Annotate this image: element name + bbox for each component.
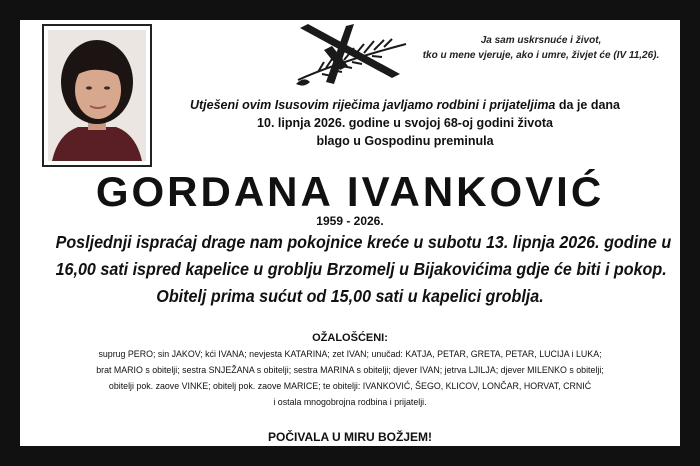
portrait-photo xyxy=(48,30,146,161)
announcement-intro xyxy=(160,96,650,150)
life-years: 1959 - 2026. xyxy=(316,214,384,228)
intro-line-3: blago u Gospodinu preminula xyxy=(316,134,494,148)
deceased-name: GORDANA IVANKOVIĆ xyxy=(95,168,605,215)
intro-line-1-italic: Utješeni ovim Isusovim riječima javljamo rodbini i prijateljima xyxy=(189,98,556,112)
funeral-details xyxy=(55,229,672,310)
quote-line-2: tko u mene vjeruje, ako i umre, živjet će (IV 11,26). xyxy=(422,50,660,61)
funeral-line-3: Obitelj prima sućut od 15,00 sati u kapelici groblja. xyxy=(156,286,544,306)
intro-line-2: 10. lipnja 2026. godine u svojoj 68-oj godini života xyxy=(257,116,553,130)
intro-line-1-rest: da je dana xyxy=(555,98,620,112)
quote-line-1: Ja sam uskrsnuće i život, xyxy=(480,35,602,46)
mourners-line: obitelji pok. zaove VINKE; obitelj pok. zaove MARICE; te obitelji: IVANKOVIĆ, ŠEGO, KLICOV, LONČAR, HORVAT, CRNIĆ xyxy=(108,381,592,392)
mourners-line: brat MARIO s obitelji; sestra SNJEŽANA s obitelji; sestra MARINA s obitelji; djever IVAN; jetrva LJILJA; djever MILENKO s obitelji; xyxy=(96,365,604,376)
portrait-image xyxy=(48,30,146,161)
portrait-photo-frame xyxy=(42,24,152,167)
funeral-line-1: Posljednji ispraćaj drage nam pokojnice kreće u subotu 13. lipnja 2026. godine u xyxy=(55,232,672,252)
mourners-title: OŽALOŠĆENI: xyxy=(312,332,388,344)
closing-blessing: POČIVALA U MIRU BOŽJEM! xyxy=(268,430,432,444)
cross-with-palm-icon xyxy=(288,22,416,88)
bible-quote xyxy=(410,33,672,63)
mourners-line: i ostala mnogobrojna rodbina i prijatelji. xyxy=(273,397,427,408)
mourners-line: suprug PERO; sin JAKOV; kći IVANA; nevjesta KATARINA; zet IVAN; unučad: KATJA, PETAR, GRETA, PETAR, LUCIJA i LUKA; xyxy=(98,349,602,360)
mourners-list xyxy=(71,347,629,411)
funeral-line-2: 16,00 sati ispred kapelice u groblju Brzomelj u Bijakovićima gdje će biti i pokop. xyxy=(55,259,667,279)
